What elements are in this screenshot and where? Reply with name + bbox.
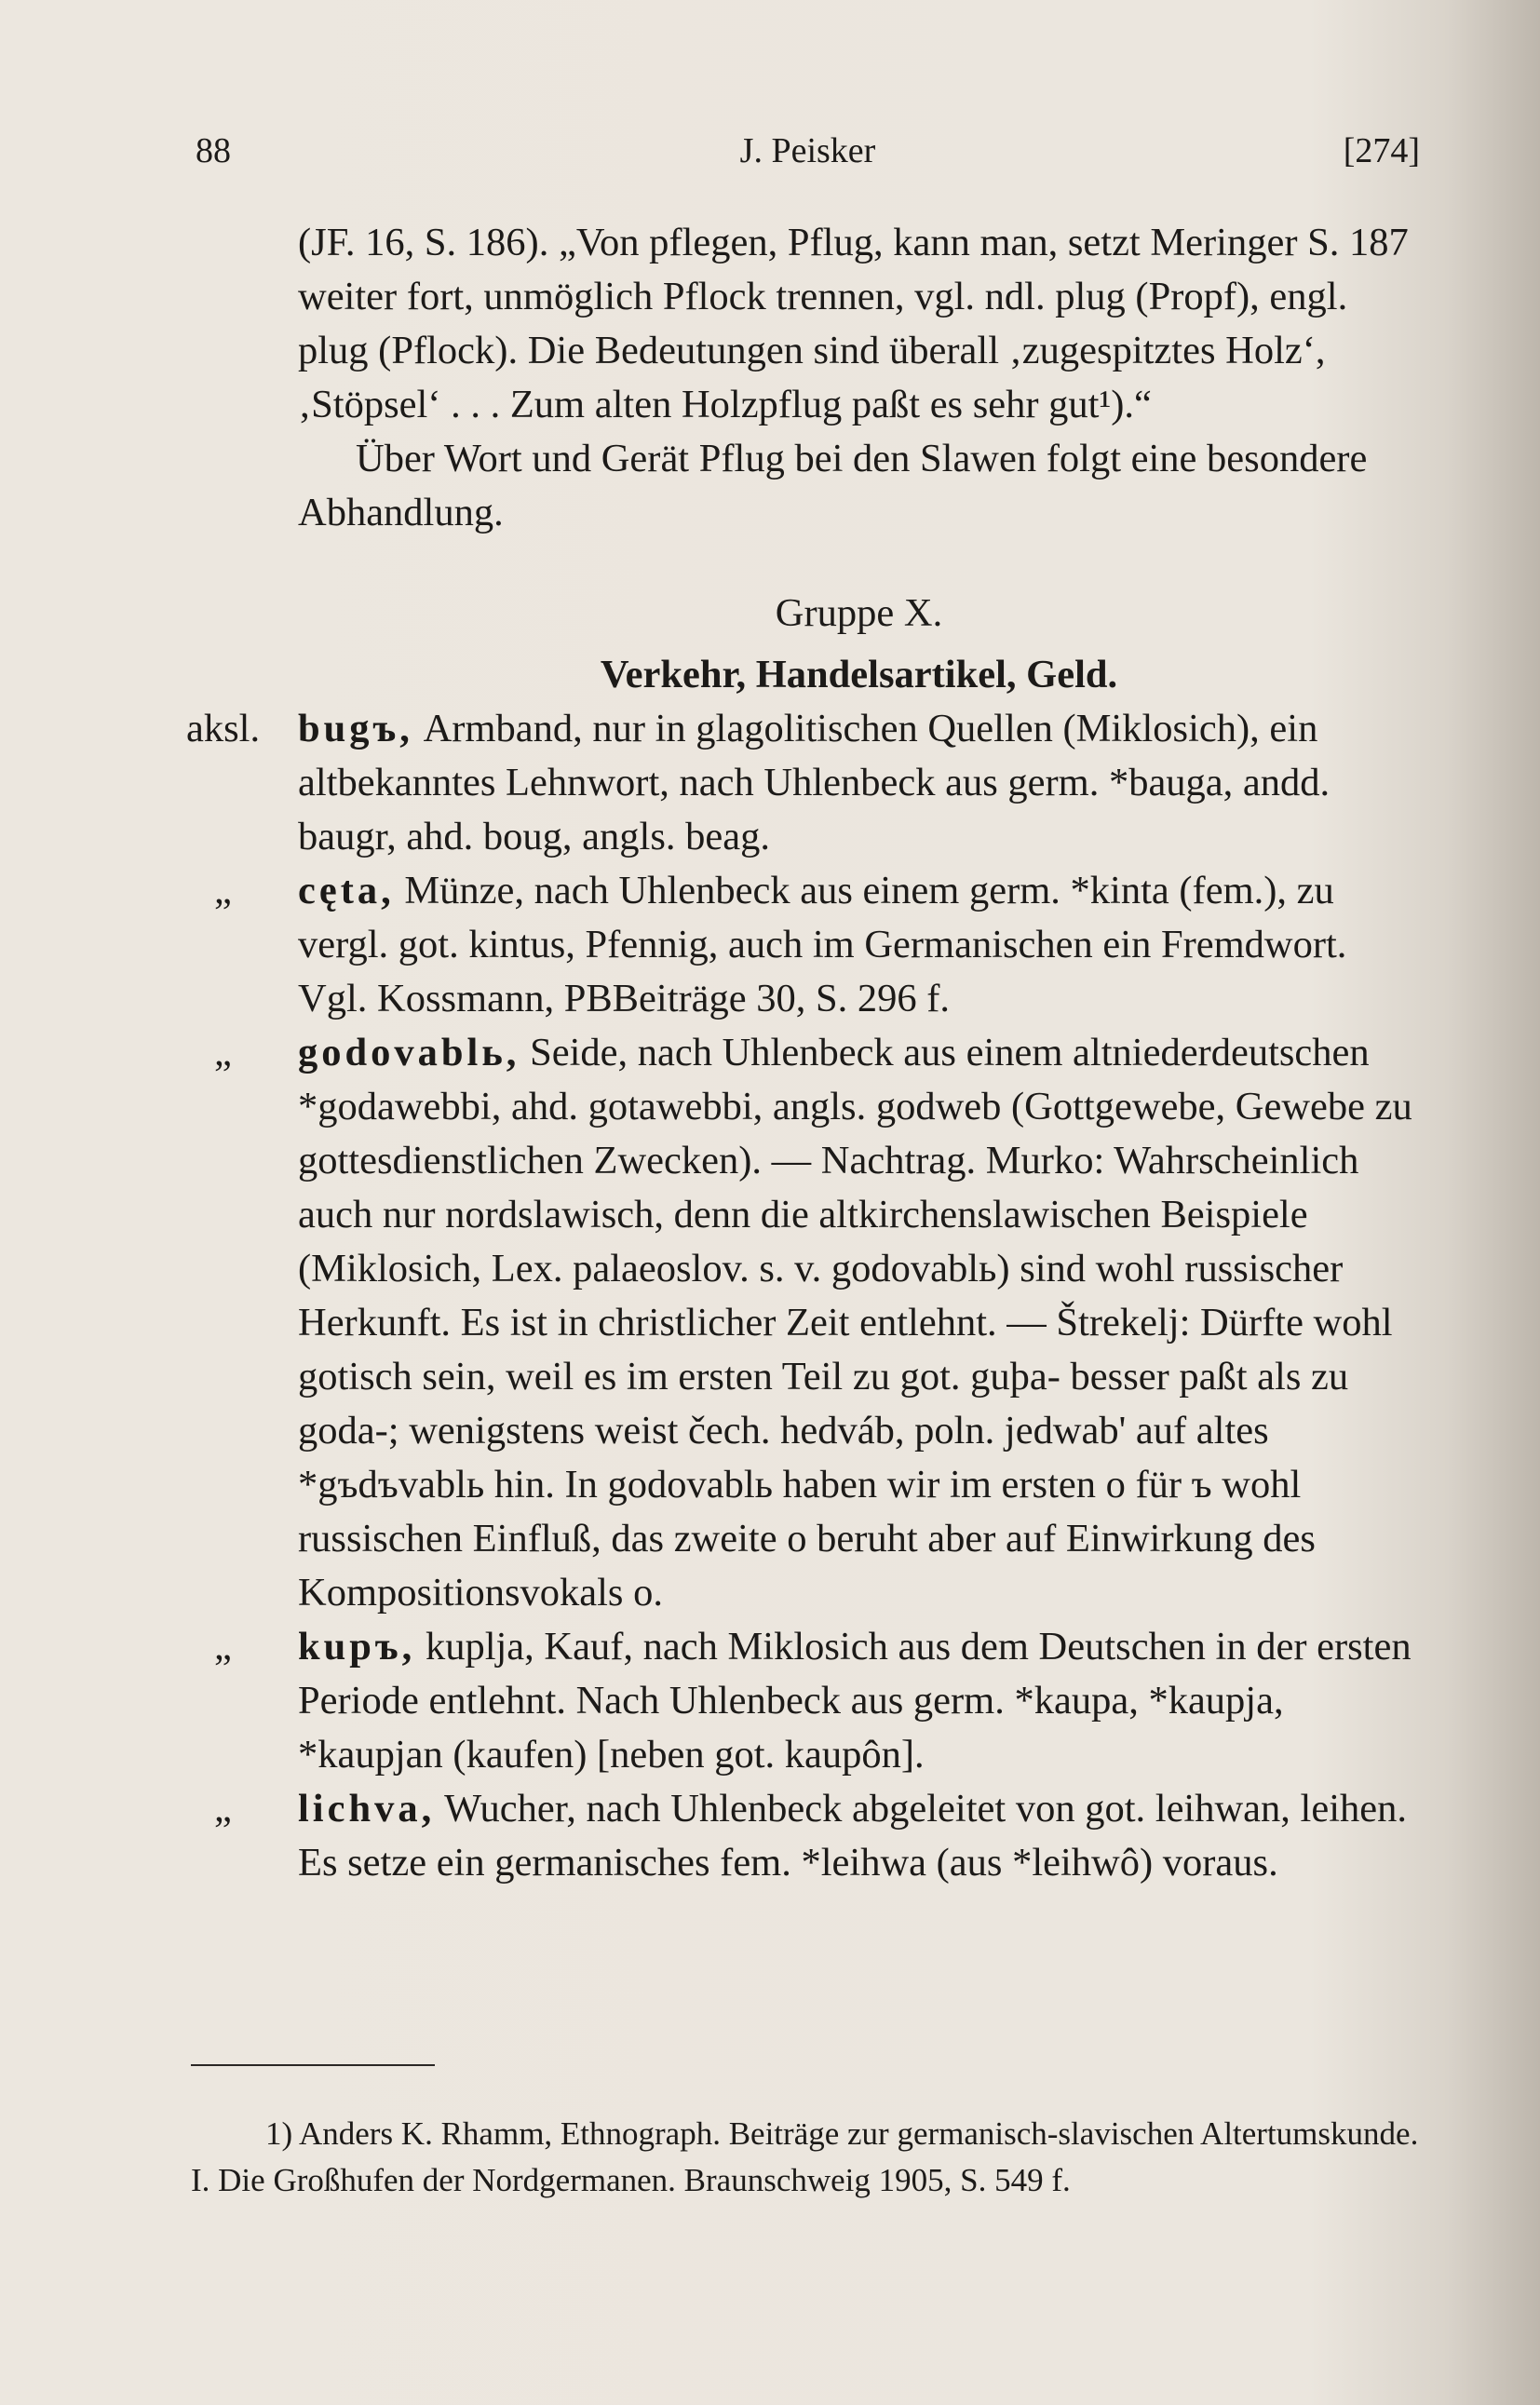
glossary-entry bbox=[214, 864, 1420, 1026]
entry-lemma: cęta, bbox=[298, 869, 395, 912]
entry-text: kuplja, Kauf, nach Miklosich aus dem Deutschen in der ersten Periode entlehnt. Nach Uhlenbeck aus germ. *kaupa, *kaupja, *kaupjan (kaufen) [neben got. kaupôn]. bbox=[298, 1625, 1412, 1777]
entry-language-marker: aksl. bbox=[186, 707, 261, 750]
intro-paragraph: Über Wort und Gerät Pflug bei den Slawen folgt eine besondere Abhandlung. bbox=[298, 437, 1368, 534]
running-header bbox=[196, 130, 1420, 186]
entry-ditto-marker: „ bbox=[214, 869, 232, 912]
entry-text: Wucher, nach Uhlenbeck abgeleitet von got. leihwan, leihen. Es setze ein germanisches fem. *leihwa (aus *leihwô) voraus. bbox=[298, 1787, 1408, 1885]
entry-lemma: godovablь, bbox=[298, 1031, 520, 1074]
bracket-page-number: [274] bbox=[1343, 131, 1420, 170]
intro-paragraph: (JF. 16, S. 186). „Von pflegen, Pflug, kann man, setzt Meringer S. 187 weiter fort, unmöglich Pflock trennen, vgl. ndl. plug (Propf), engl. plug (Pflock). Die Bedeutungen sind überall ‚zugespitztes Holz‘, ‚Stöpsel‘ . . . Zum alten Holzpflug paßt es sehr gut¹).“ bbox=[298, 221, 1409, 426]
glossary-entry bbox=[214, 1026, 1420, 1620]
glossary-entry bbox=[214, 1620, 1420, 1782]
entry-lemma: lichva, bbox=[298, 1787, 436, 1831]
footnote-divider bbox=[191, 2064, 435, 2066]
running-title: J. Peisker bbox=[739, 131, 876, 170]
page-body bbox=[186, 216, 1420, 1890]
group-heading: Gruppe X. bbox=[775, 591, 943, 635]
entry-lemma: bugъ, bbox=[298, 707, 413, 750]
entry-text: Münze, nach Uhlenbeck aus einem germ. *kinta (fem.), zu vergl. got. kintus, Pfennig, auch im Germanischen ein Fremdwort. Vgl. Kossmann, PBBeiträge 30, S. 296 f. bbox=[298, 869, 1347, 1020]
section-heading: Verkehr, Handelsartikel, Geld. bbox=[600, 653, 1118, 696]
entry-lemma: kupъ, bbox=[298, 1625, 416, 1669]
page-number: 88 bbox=[196, 131, 231, 170]
entry-ditto-marker: „ bbox=[214, 1031, 232, 1074]
entry-text: Seide, nach Uhlenbeck aus einem altniederdeutschen *godawebbi, ahd. gotawebbi, angls. godweb (Gottgewebe, Gewebe zu gottesdienstlichen Zwecken). — Nachtrag. Murko: Wahrscheinlich auch nur nordslawisch, denn die altkirchenslawischen Beispiele (Miklosich, Lex. palaeoslov. s. v. godovablь) sind wohl russischer Herkunft. Es ist in christlicher Zeit entlehnt. — Štrekelj: Dürfte wohl gotisch sein, weil es im ersten Teil zu got. guþa- besser paßt als zu goda-; wenigstens weist čech. hedváb, poln. jedwab' auf altes *gъdъvablь hin. In godovablь haben wir im ersten o für ъ wohl russischen Einfluß, das zweite o beruht aber auf Einwirkung des Kompositionsvokals o. bbox=[298, 1031, 1412, 1615]
entry-text: Armband, nur in glagolitischen Quellen (Miklosich), ein altbekanntes Lehnwort, nach Uhlenbeck aus germ. *bauga, andd. baugr, ahd. boug, angls. beag. bbox=[298, 707, 1331, 858]
entry-ditto-marker: „ bbox=[214, 1787, 232, 1831]
entry-ditto-marker: „ bbox=[214, 1625, 232, 1669]
footnote: 1) Anders K. Rhamm, Ethnograph. Beiträge zur germanisch-slavischen Altertumskunde. I. Die Großhufen der Nordgermanen. Braunschweig 1905, S. 549 f. bbox=[191, 2115, 1419, 2198]
glossary-entry bbox=[214, 1782, 1420, 1890]
glossary-entry bbox=[186, 702, 1420, 864]
